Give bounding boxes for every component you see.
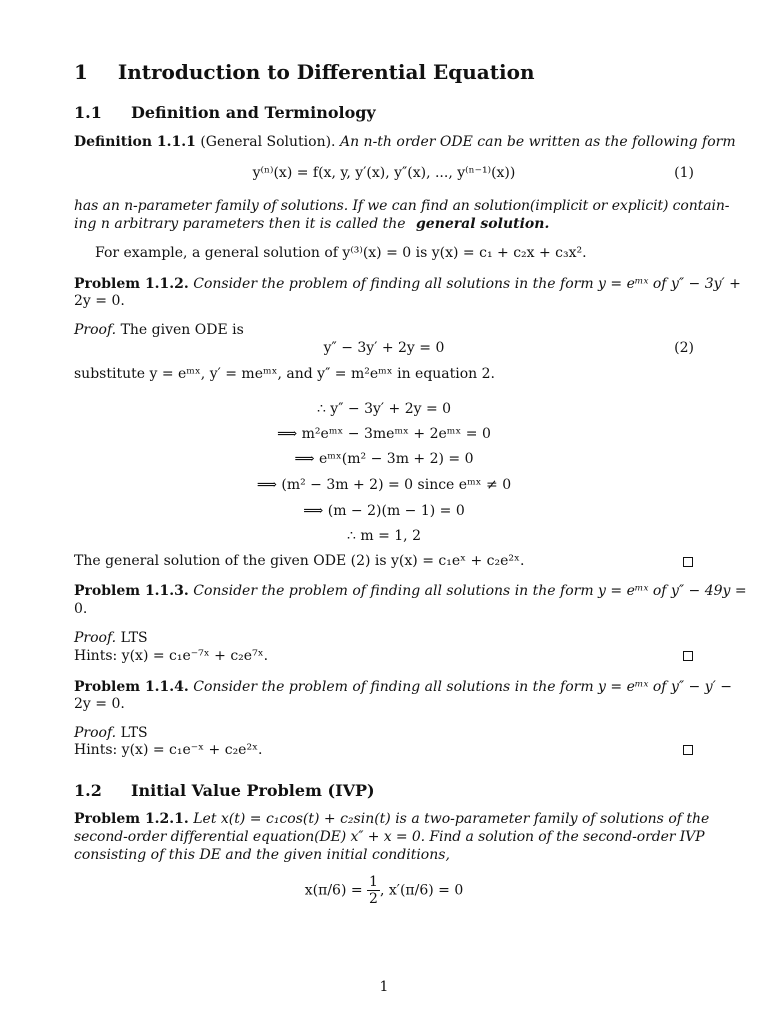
problem-label: Problem 1.2.1. xyxy=(74,811,189,827)
qed-square-icon xyxy=(683,745,693,755)
subsection-heading xyxy=(74,104,376,121)
subsection-title: Definition and Terminology xyxy=(131,103,376,122)
hint-1-1-3: Hints: y(x) = c₁e⁻⁷ˣ + c₂e⁷ˣ. xyxy=(74,648,269,664)
equation-number-2: (2) xyxy=(674,340,694,356)
problem-1-1-3-line2: 0. xyxy=(74,601,88,617)
example-text: For example, a general solution of y⁽³⁾(x) = 0 is y(x) = c₁ + c₂x + c₃x². xyxy=(95,245,587,261)
general-solution-line: The general solution of the given ODE (2) is y(x) = c₁eˣ + c₂e²ˣ. xyxy=(74,553,525,569)
subsection-number: 1.2 xyxy=(74,781,102,800)
problem-label: Problem 1.1.4. xyxy=(74,679,189,695)
equation-number-1: (1) xyxy=(674,165,694,181)
proof-1-1-3 xyxy=(74,630,148,647)
proof-label: Proof. xyxy=(74,322,117,338)
problem-1-1-4-line1 xyxy=(74,679,732,696)
problem-1-2-1-line2: second-order differential equation(DE) x″ + x = 0. Find a solution of the second-order IVP xyxy=(74,829,705,845)
fraction-numerator: 1 xyxy=(369,874,378,890)
initial-conditions xyxy=(0,874,768,907)
problem-1-1-4-line2: 2y = 0. xyxy=(74,696,125,712)
proof-label: Proof. xyxy=(74,725,117,741)
definition-after-text: ing n arbitrary parameters then it is called the xyxy=(74,216,406,232)
proof-text: LTS xyxy=(120,630,148,646)
definition-after-line2 xyxy=(74,216,549,233)
problem-1-1-3-line1 xyxy=(74,583,747,600)
proof-label: Proof. xyxy=(74,630,117,646)
equation-2: y″ − 3y′ + 2y = 0 xyxy=(323,340,445,356)
subsection-title: Initial Value Problem (IVP) xyxy=(131,781,375,800)
definition-line xyxy=(74,134,736,151)
page-number: 1 xyxy=(379,979,389,995)
derivation-step: ⟹ (m² − 3m + 2) = 0 since eᵐˣ ≠ 0 xyxy=(256,477,512,493)
definition-bold-term: general solution. xyxy=(416,216,550,232)
derivation-step: ⟹ (m − 2)(m − 1) = 0 xyxy=(303,503,465,519)
section-heading xyxy=(74,60,535,84)
definition-label: Definition 1.1.1 xyxy=(74,134,196,150)
problem-text: Let x(t) = c₁cos(t) + c₂sin(t) is a two-parameter family of solutions of the xyxy=(193,811,710,827)
derivation-step: ∴ m = 1, 2 xyxy=(347,528,421,544)
problem-label: Problem 1.1.3. xyxy=(74,583,189,599)
qed-square-icon xyxy=(683,557,693,567)
substitution-text: substitute y = eᵐˣ, y′ = meᵐˣ, and y″ = m²eᵐˣ in equation 2. xyxy=(74,366,495,382)
definition-after-line1: has an n-parameter family of solutions. If we can find an solution(implicit or explicit) contain- xyxy=(74,198,730,214)
proof-1-1-4 xyxy=(74,725,148,742)
problem-1-1-2-line2: 2y = 0. xyxy=(74,293,125,309)
derivation-step: ⟹ m²eᵐˣ − 3meᵐˣ + 2eᵐˣ = 0 xyxy=(277,426,491,442)
condition-right: , x′(π/6) = 0 xyxy=(379,882,464,899)
problem-text: Consider the problem of finding all solutions in the form y = eᵐˣ of y″ − 3y′ + xyxy=(193,276,741,292)
fraction-denominator: 2 xyxy=(369,891,378,907)
qed-square-icon xyxy=(683,651,693,661)
section-title: Introduction to Differential Equation xyxy=(117,60,535,84)
problem-1-1-2-line1 xyxy=(74,276,741,293)
subsection-heading xyxy=(74,782,375,799)
subsection-number: 1.1 xyxy=(74,103,102,122)
definition-text: An n-th order ODE can be written as the following form xyxy=(339,134,736,150)
problem-1-2-1-line3: consisting of this DE and the given initial conditions, xyxy=(74,847,450,863)
definition-paren: (General Solution). xyxy=(200,134,336,150)
condition-left: x(π/6) = xyxy=(304,882,363,899)
proof-text: The given ODE is xyxy=(120,322,244,338)
proof-1-1-2 xyxy=(74,322,244,339)
problem-1-2-1-line1 xyxy=(74,811,709,828)
derivation-step: ⟹ eᵐˣ(m² − 3m + 2) = 0 xyxy=(294,451,474,467)
equation-1: y⁽ⁿ⁾(x) = f(x, y, y′(x), y″(x), ..., y⁽ⁿ⁻¹⁾(x)) xyxy=(252,165,516,181)
problem-label: Problem 1.1.2. xyxy=(74,276,189,292)
problem-text: Consider the problem of finding all solutions in the form y = eᵐˣ of y″ − 49y = xyxy=(193,583,747,599)
hint-1-1-4: Hints: y(x) = c₁e⁻ˣ + c₂e²ˣ. xyxy=(74,742,263,758)
proof-text: LTS xyxy=(120,725,148,741)
problem-text: Consider the problem of finding all solutions in the form y = eᵐˣ of y″ − y′ − xyxy=(193,679,732,695)
section-number: 1 xyxy=(74,60,88,84)
derivation-step: ∴ y″ − 3y′ + 2y = 0 xyxy=(316,401,452,417)
fraction xyxy=(367,874,380,907)
